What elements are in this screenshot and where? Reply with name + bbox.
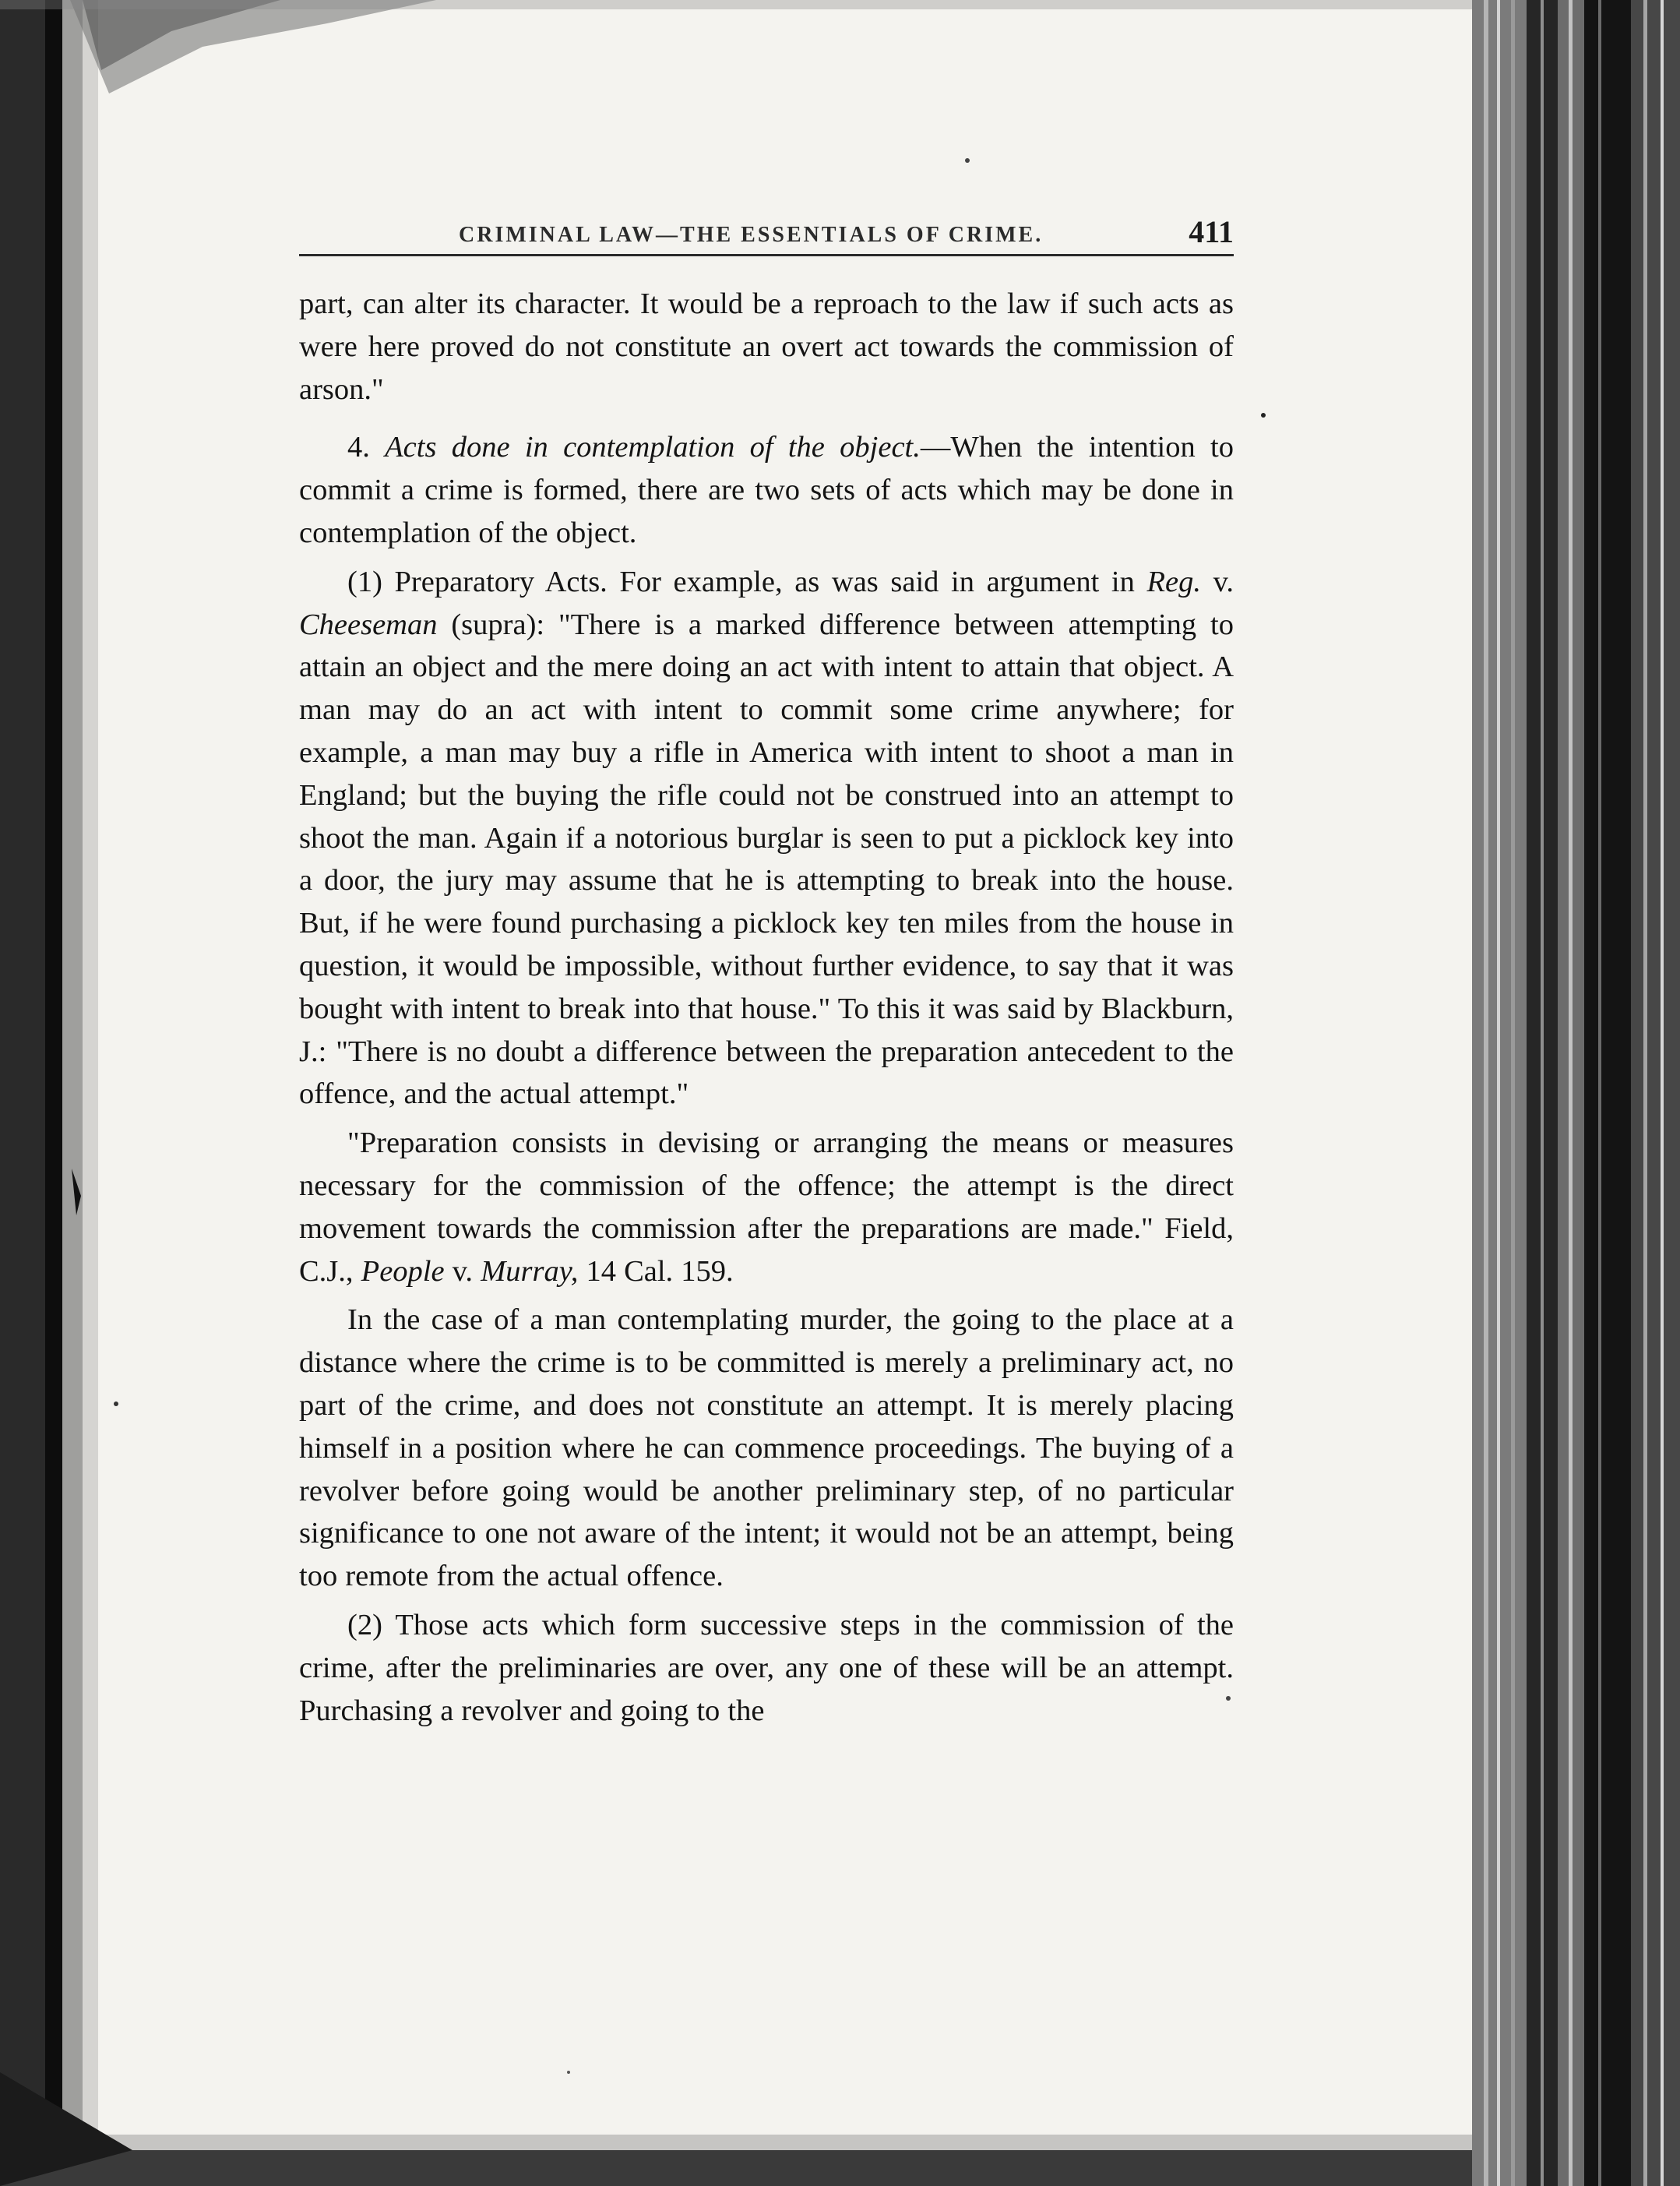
text-run: v.	[444, 1254, 481, 1288]
paragraph-continuation	[299, 283, 1234, 411]
body-text	[299, 283, 1234, 1732]
page-number: 411	[1189, 214, 1234, 249]
book-page	[299, 209, 1234, 1732]
section-number: 4.	[347, 431, 370, 464]
text-run: (supra): "There is a marked difference between attempting to attain an object and the mere doing an act with intent to attain that object. A man may do an act with intent to commit some crime anywhere; for example, a man may buy a rifle in America with intent to shoot a man in England; but the buying the rifle could not be construed into an attempt to shoot the man. Again if a notorious burglar is seen to put a picklock key into a door, the jury may assume that he is attempting to break into the house. But, if he were found purchasing a picklock key ten miles from the house in question, it would be impossible, without further evidence, to say that it was bought with intent to break into that house." To this it was said by Blackburn, J.: "There is no doubt a difference between the preparation antecedent to the offence, and the actual attempt."	[299, 608, 1234, 1111]
paragraph-text: (2) Those acts which form successive steps in the commission of the crime, after the preliminaries are over, any one of these will be an attempt. Purchasing a revolver and going to the	[299, 1608, 1234, 1727]
paragraph-murder-example	[299, 1299, 1234, 1598]
case-name: Murray,	[481, 1254, 579, 1288]
paragraph-text: In the case of a man contemplating murder, the going to the place at a distance where the crime is to be committed is merely a preliminary act, no part of the crime, and does not constitute an attempt. It is merely placing himself in a position where he can commence proceedings. The buying of a revolver before going would be another preliminary step, of no particular significance to one not aware of the intent; it would not be an attempt, being too remote from the actual offence.	[299, 1303, 1234, 1593]
left-binding-shadow	[0, 0, 45, 2186]
left-binding-edge	[45, 0, 62, 2186]
text-run: (1) Preparatory Acts. For example, as was said in argument in	[347, 565, 1147, 598]
case-name: Reg.	[1146, 565, 1201, 598]
text-run: v.	[1201, 565, 1234, 598]
paragraph-section-4	[299, 426, 1234, 554]
paragraph-preparatory-acts	[299, 561, 1234, 1116]
section-heading: Acts done in contemplation of the object.	[385, 431, 921, 464]
paragraph-text: —When the intention to commit a crime is formed, there are two sets of acts which may be done in contemplation of the object.	[299, 431, 1234, 549]
text-run: 14 Cal. 159.	[578, 1254, 734, 1288]
text-run: "Preparation consists in devising or arranging the means or measures necessary for the commission of the offence; the attempt is the direct movement towards the commission after the preparations are made." Field, C.J.,	[299, 1126, 1234, 1288]
paragraph-preparation-quote	[299, 1122, 1234, 1292]
running-head-title: CRIMINAL LAW—THE ESSENTIALS OF CRIME.	[459, 223, 1044, 247]
bottom-edge-shadow	[0, 2150, 1680, 2186]
paragraph-text: part, can alter its character. It would be a reproach to the law if such acts as were here proved do not constitute an overt act towards the commission of arson."	[299, 287, 1234, 406]
case-name: Cheeseman	[299, 608, 438, 641]
paragraph-successive-steps	[299, 1604, 1234, 1732]
running-header	[299, 209, 1234, 256]
case-name: People	[361, 1254, 445, 1288]
